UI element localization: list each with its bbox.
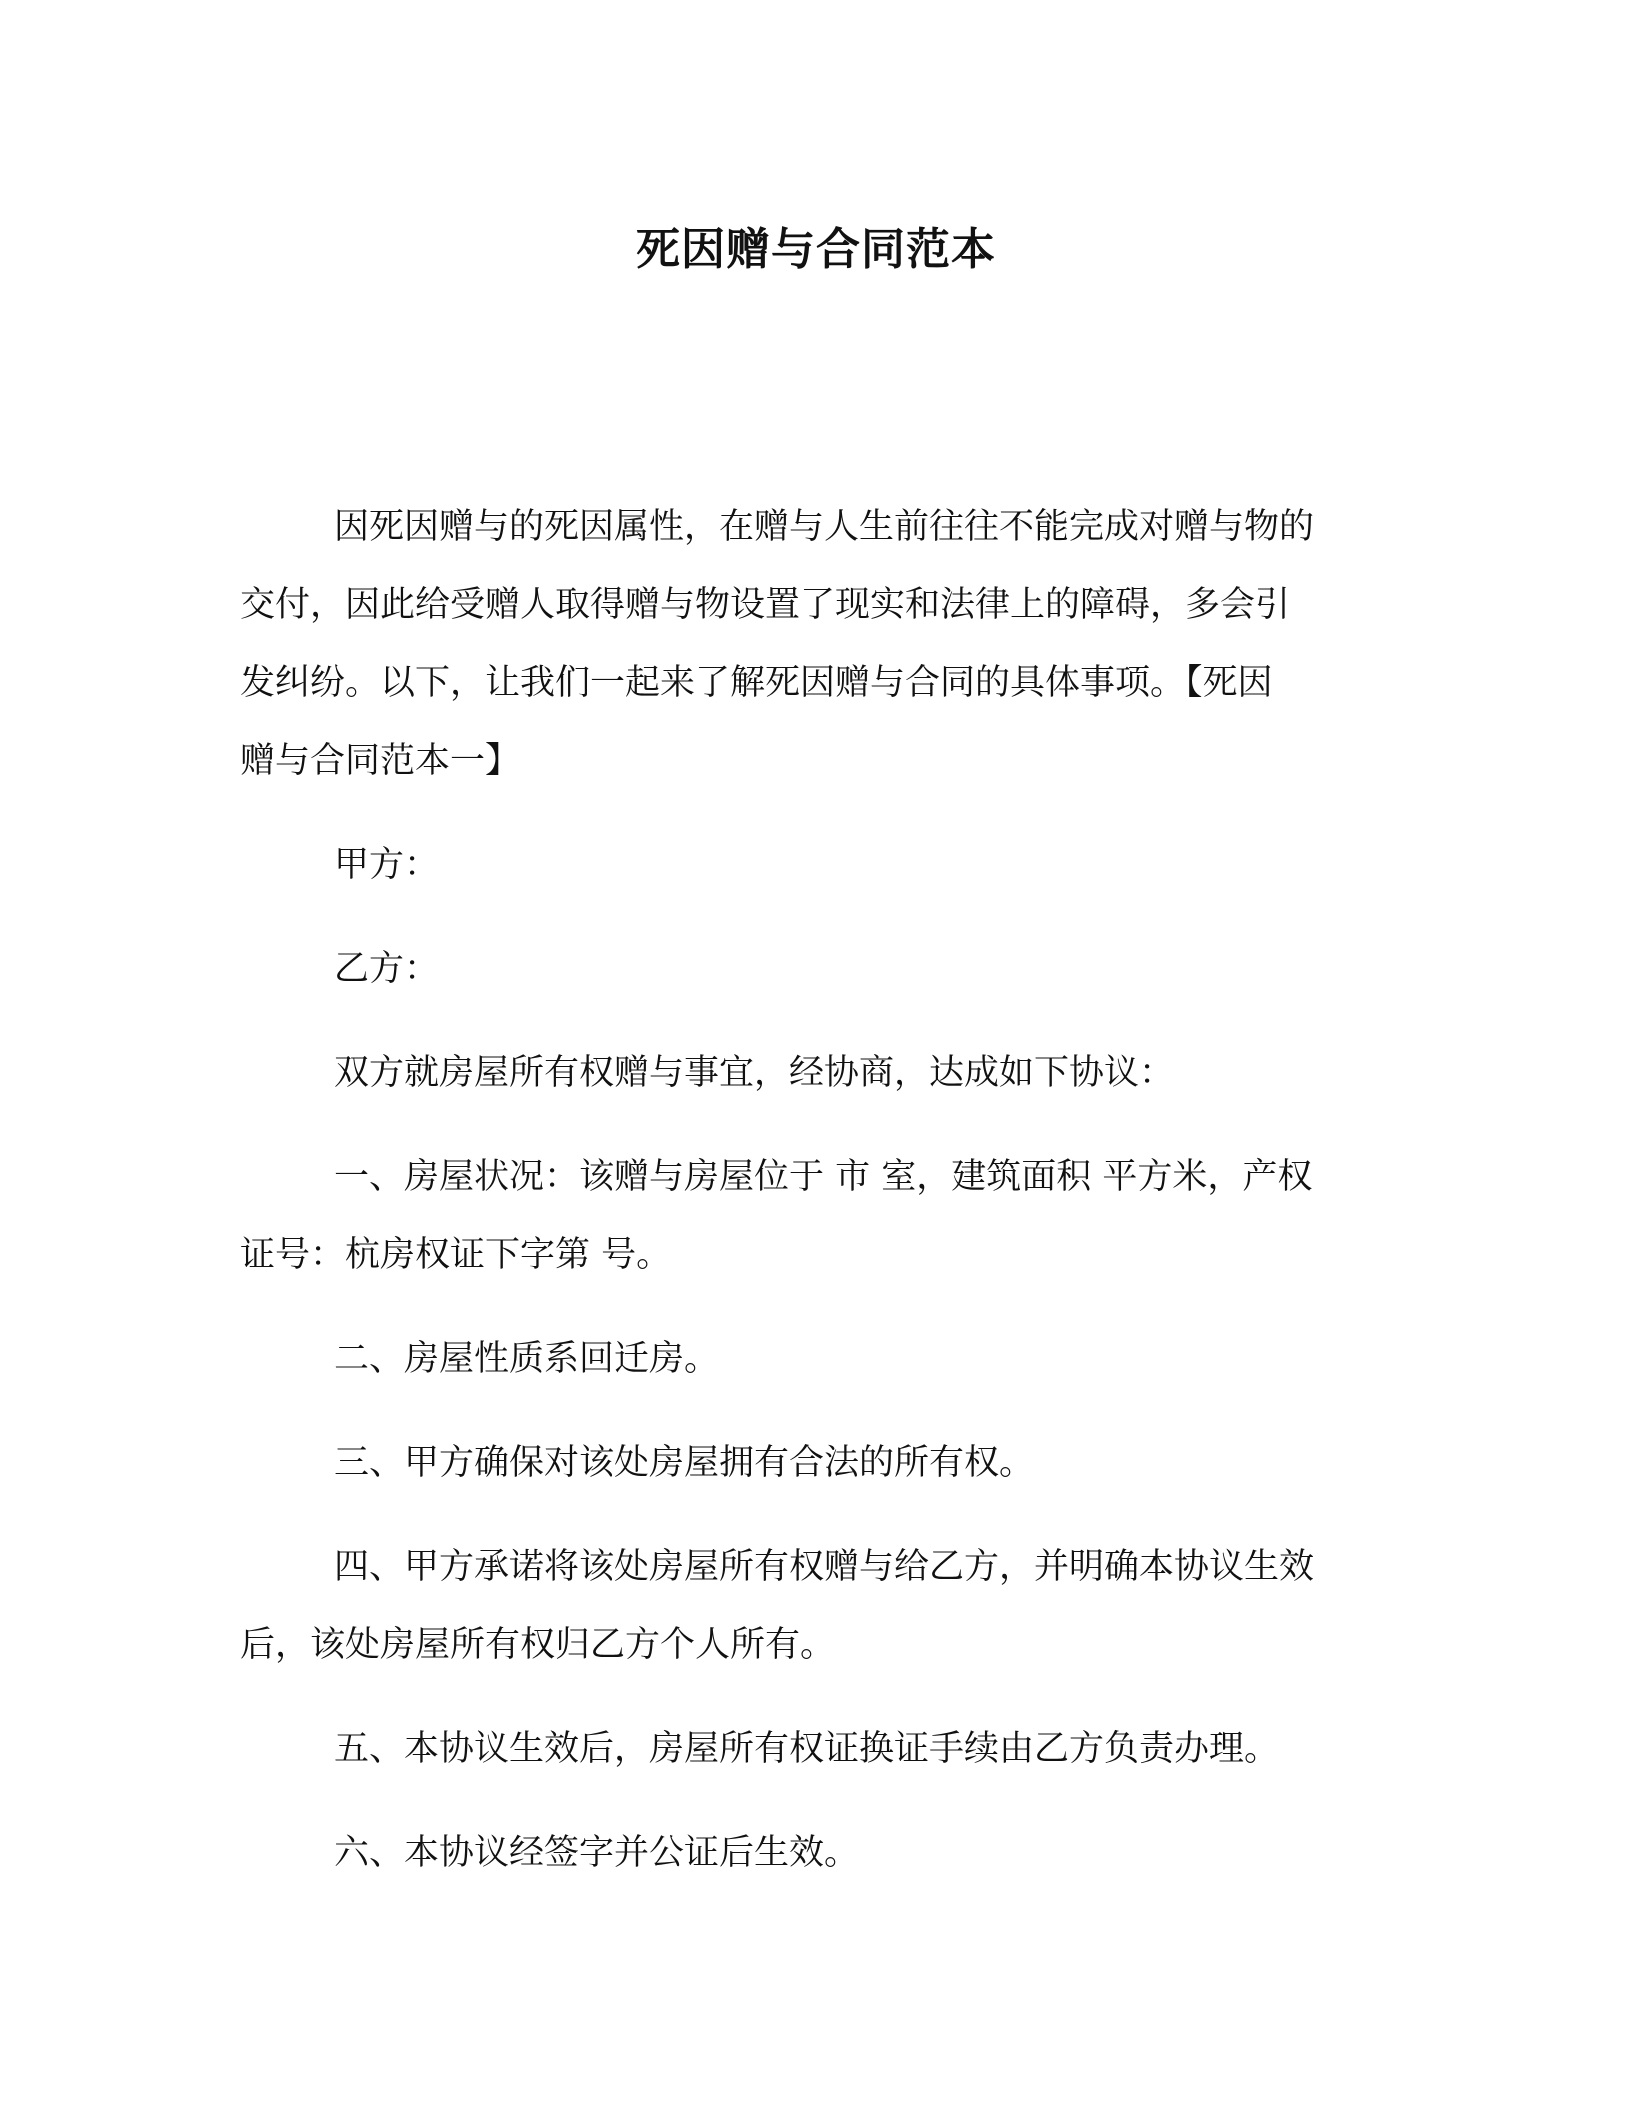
intro-paragraph xyxy=(240,488,1388,800)
clause-1-line: 一、房屋状况：该赠与房屋位于 市 室，建筑面积 平方米，产权 xyxy=(334,1157,1313,1197)
clause-4-line: 四、甲方承诺将该处房屋所有权赠与给乙方，并明确本协议生效 xyxy=(334,1547,1315,1587)
clause-1-line: 证号：杭房权证下字第 号。 xyxy=(240,1235,672,1275)
clause-3: 三、甲方确保对该处房屋拥有合法的所有权。 xyxy=(334,1443,1035,1483)
clause-5: 五、本协议生效后，房屋所有权证换证手续由乙方负责办理。 xyxy=(334,1729,1280,1769)
clause-4 xyxy=(240,1528,1388,1684)
intro-line: 交付，因此给受赠人取得赠与物设置了现实和法律上的障碍，多会引 xyxy=(240,585,1291,625)
document-title: 死因赠与合同范本 xyxy=(636,224,996,275)
preamble-paragraph: 双方就房屋所有权赠与事宜，经协商，达成如下协议： xyxy=(334,1053,1175,1093)
clause-6: 六、本协议经签字并公证后生效。 xyxy=(334,1833,860,1873)
intro-line: 因死因赠与的死因属性，在赠与人生前往往不能完成对赠与物的 xyxy=(334,507,1315,547)
document-body xyxy=(240,488,1388,1918)
clause-4-line: 后，该处房屋所有权归乙方个人所有。 xyxy=(240,1625,836,1665)
intro-line: 赠与合同范本一】 xyxy=(240,741,521,781)
party-b-label: 乙方： xyxy=(334,949,440,989)
clause-1 xyxy=(240,1138,1388,1294)
intro-line: 发纠纷。以下，让我们一起来了解死因赠与合同的具体事项。【死因 xyxy=(240,663,1273,703)
party-a-label: 甲方： xyxy=(334,845,440,885)
clause-2: 二、房屋性质系回迁房。 xyxy=(334,1339,720,1379)
